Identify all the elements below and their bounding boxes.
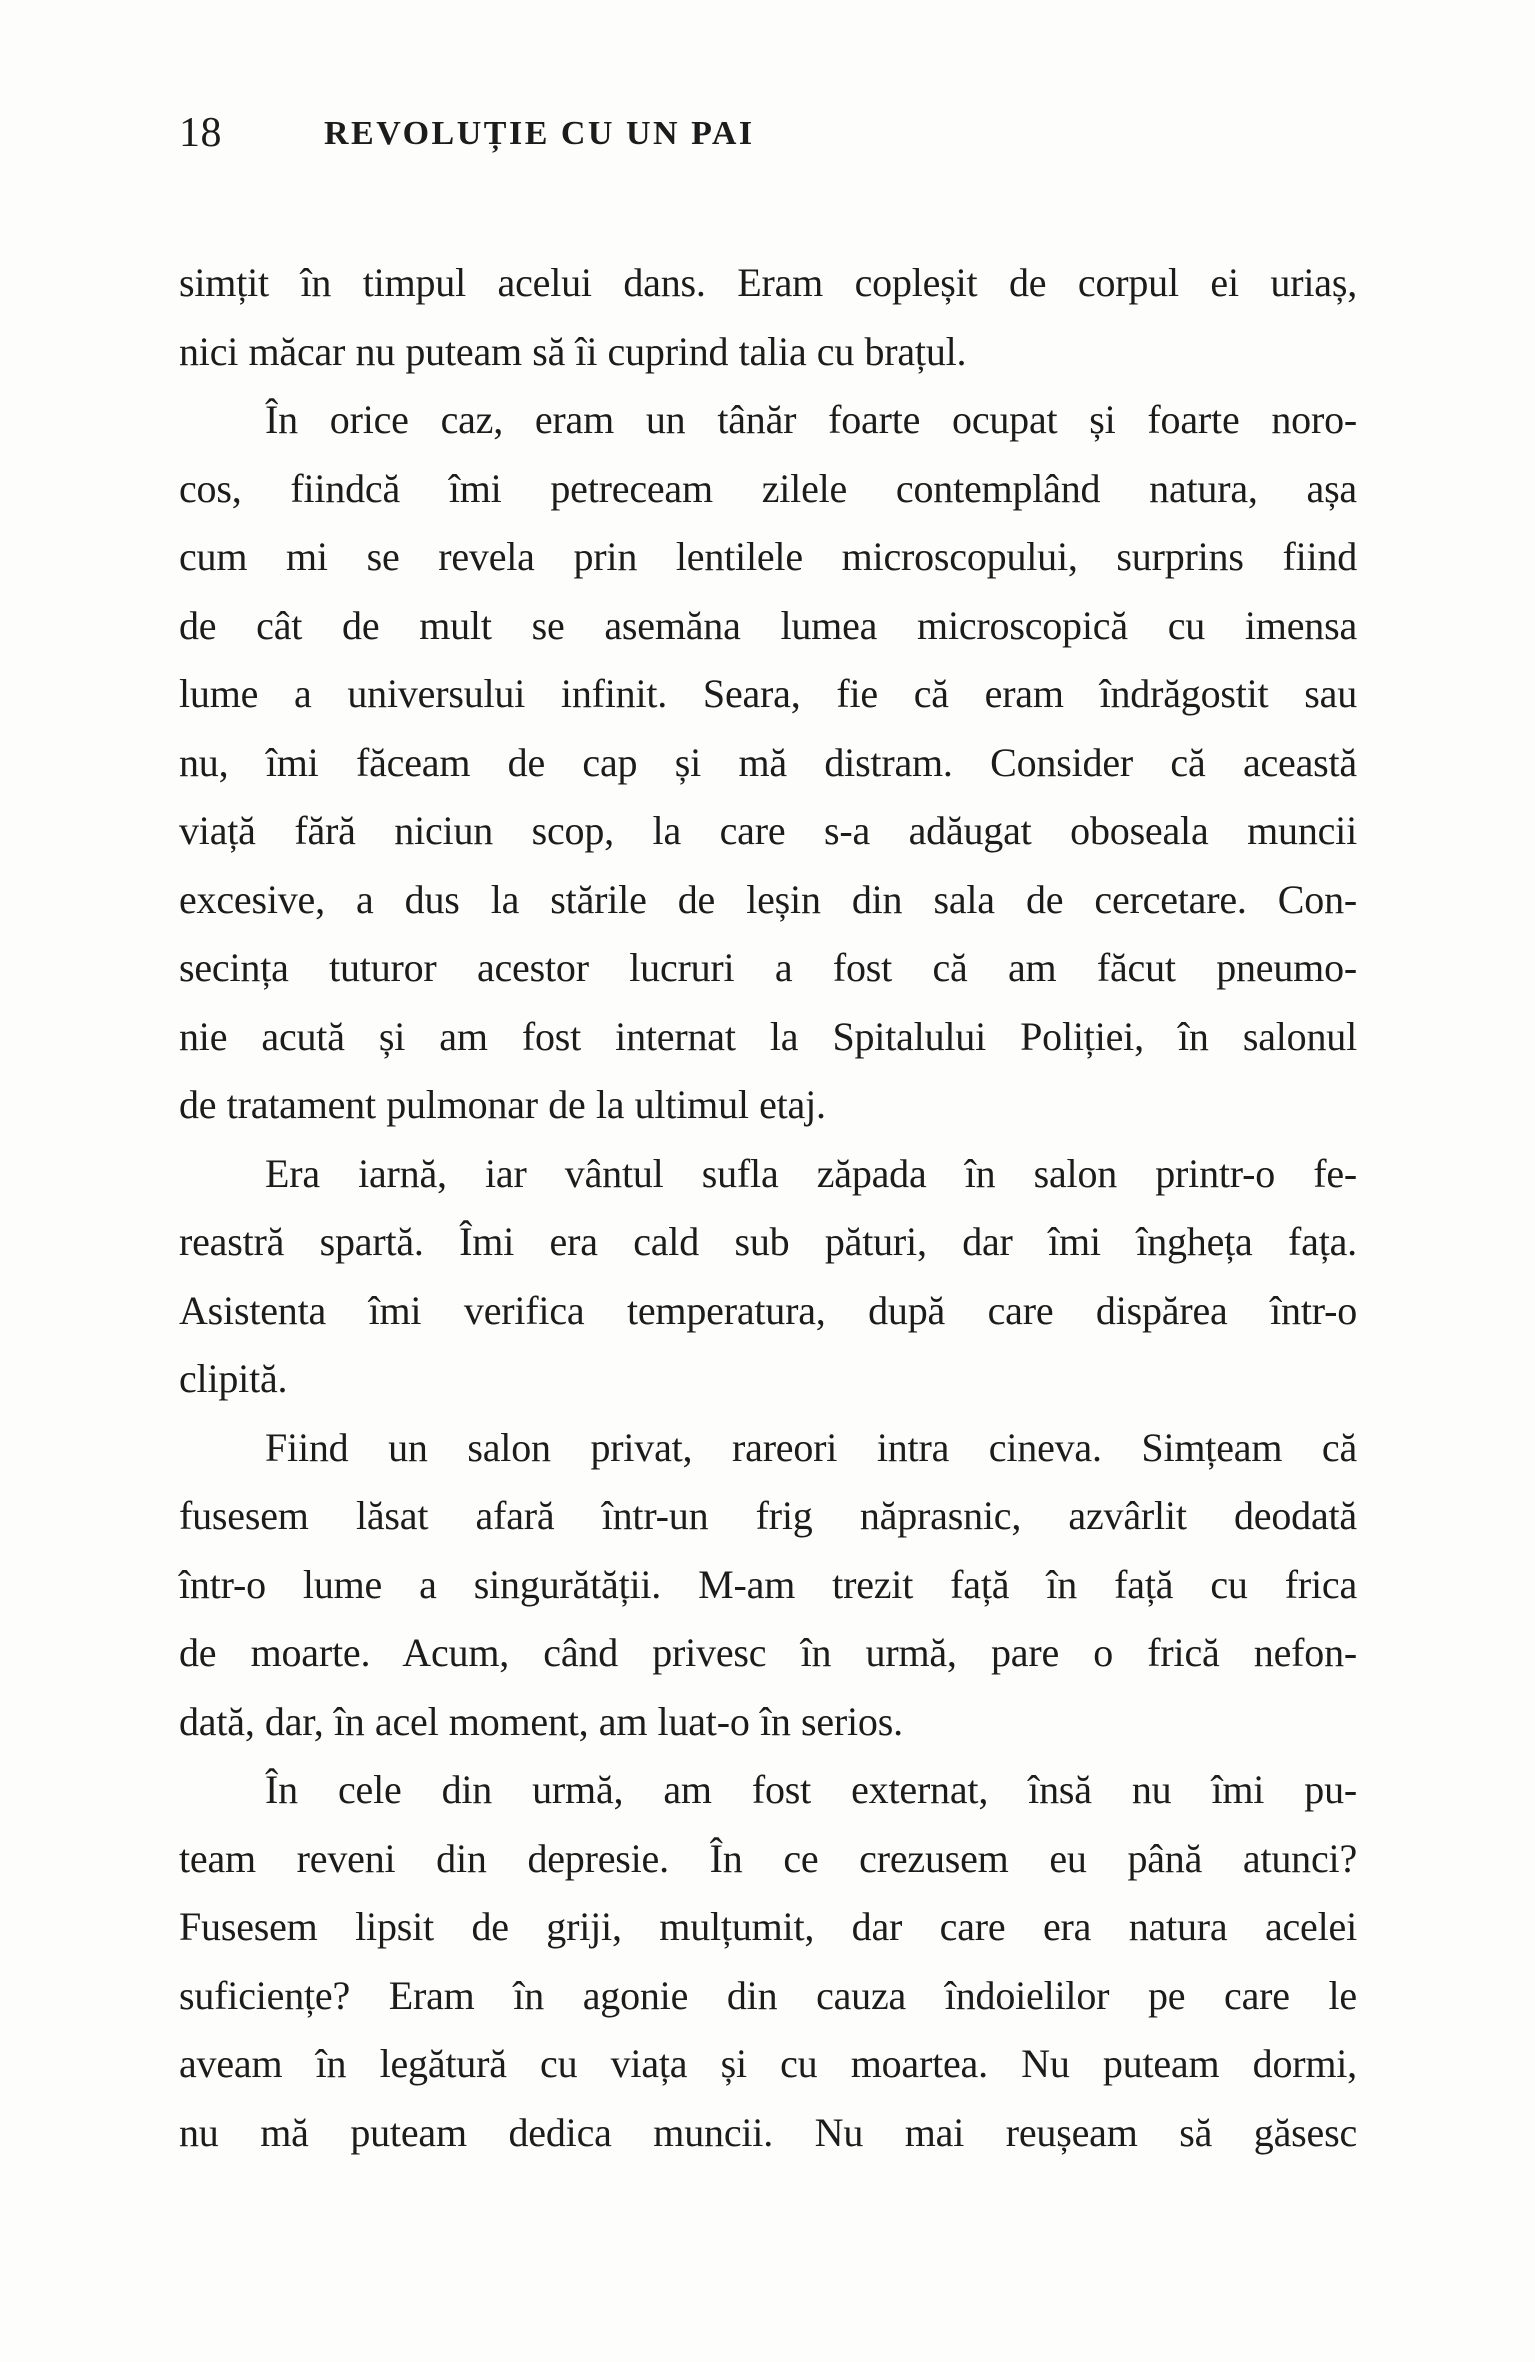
text-line: În cele din urmă, am fost externat, însă nu îmi pu- bbox=[265, 1767, 1357, 1812]
text-line: clipită. bbox=[179, 1356, 288, 1401]
text-line: Asistenta îmi verifica temperatura, după care dispărea într-o bbox=[179, 1287, 1357, 1333]
text-line: secința tuturor acestor lucruri a fost că am făcut pneumo- bbox=[179, 945, 1357, 990]
body-text bbox=[179, 249, 1357, 2167]
text-line: lume a universului infinit. Seara, fie că eram îndrăgostit sau bbox=[179, 671, 1357, 716]
text-line: suficiențe? Eram în agonie din cauza îndoielilor pe care le bbox=[179, 1972, 1357, 2018]
text-line: într-o lume a singurătății. M-am trezit față în față cu frica bbox=[179, 1561, 1357, 1607]
text-line: Era iarnă, iar vântul sufla zăpada în salon printr-o fe- bbox=[265, 1150, 1357, 1196]
running-title: REVOLUȚIE CU UN PAI bbox=[324, 115, 755, 152]
page-number: 18 bbox=[179, 110, 222, 156]
text-line: nu, îmi făceam de cap și mă distram. Consider că această bbox=[179, 739, 1357, 785]
text-line: nici măcar nu puteam să îi cuprind talia cu brațul. bbox=[179, 328, 967, 374]
paragraph bbox=[179, 386, 1357, 1140]
paragraph bbox=[179, 1140, 1357, 1414]
text-line: de tratament pulmonar de la ultimul etaj. bbox=[179, 1082, 826, 1127]
text-line: de cât de mult se asemăna lumea microscopică cu imensa bbox=[179, 602, 1357, 648]
text-line: reastră spartă. Îmi era cald sub pături, dar îmi îngheța fața. bbox=[179, 1219, 1357, 1264]
paragraph bbox=[179, 1756, 1357, 2167]
text-line: de moarte. Acum, când privesc în urmă, pare o frică nefon- bbox=[179, 1630, 1357, 1675]
text-line: nu mă puteam dedica muncii. Nu mai reușeam să găsesc bbox=[179, 2109, 1357, 2155]
text-line: fusesem lăsat afară într-un frig năprasnic, azvârlit deodată bbox=[179, 1493, 1357, 1538]
text-line: aveam în legătură cu viața și cu moartea. Nu puteam dormi, bbox=[179, 2041, 1357, 2086]
text-line: nie acută și am fost internat la Spitalului Poliției, în salonul bbox=[179, 1013, 1357, 1059]
text-line: cos, fiindcă îmi petreceam zilele contemplând natura, așa bbox=[179, 465, 1357, 511]
text-line: simțit în timpul acelui dans. Eram copleșit de corpul ei uriaș, bbox=[179, 260, 1357, 305]
text-line: team reveni din depresie. În ce crezusem eu până atunci? bbox=[179, 1835, 1357, 1881]
text-line: Fusesem lipsit de griji, mulțumit, dar care era natura acelei bbox=[179, 1904, 1357, 1949]
paragraph bbox=[179, 1414, 1357, 1757]
text-line: cum mi se revela prin lentilele microscopului, surprins fiind bbox=[179, 534, 1357, 579]
text-line: excesive, a dus la stările de leșin din sala de cercetare. Con- bbox=[179, 876, 1357, 922]
paragraph bbox=[179, 249, 1357, 386]
text-line: dată, dar, în acel moment, am luat-o în serios. bbox=[179, 1698, 903, 1744]
text-line: Fiind un salon privat, rareori intra cineva. Simțeam că bbox=[265, 1424, 1357, 1470]
text-line: În orice caz, eram un tânăr foarte ocupat și foarte noro- bbox=[265, 397, 1357, 442]
text-line: viață fără niciun scop, la care s-a adăugat oboseala muncii bbox=[179, 808, 1357, 853]
